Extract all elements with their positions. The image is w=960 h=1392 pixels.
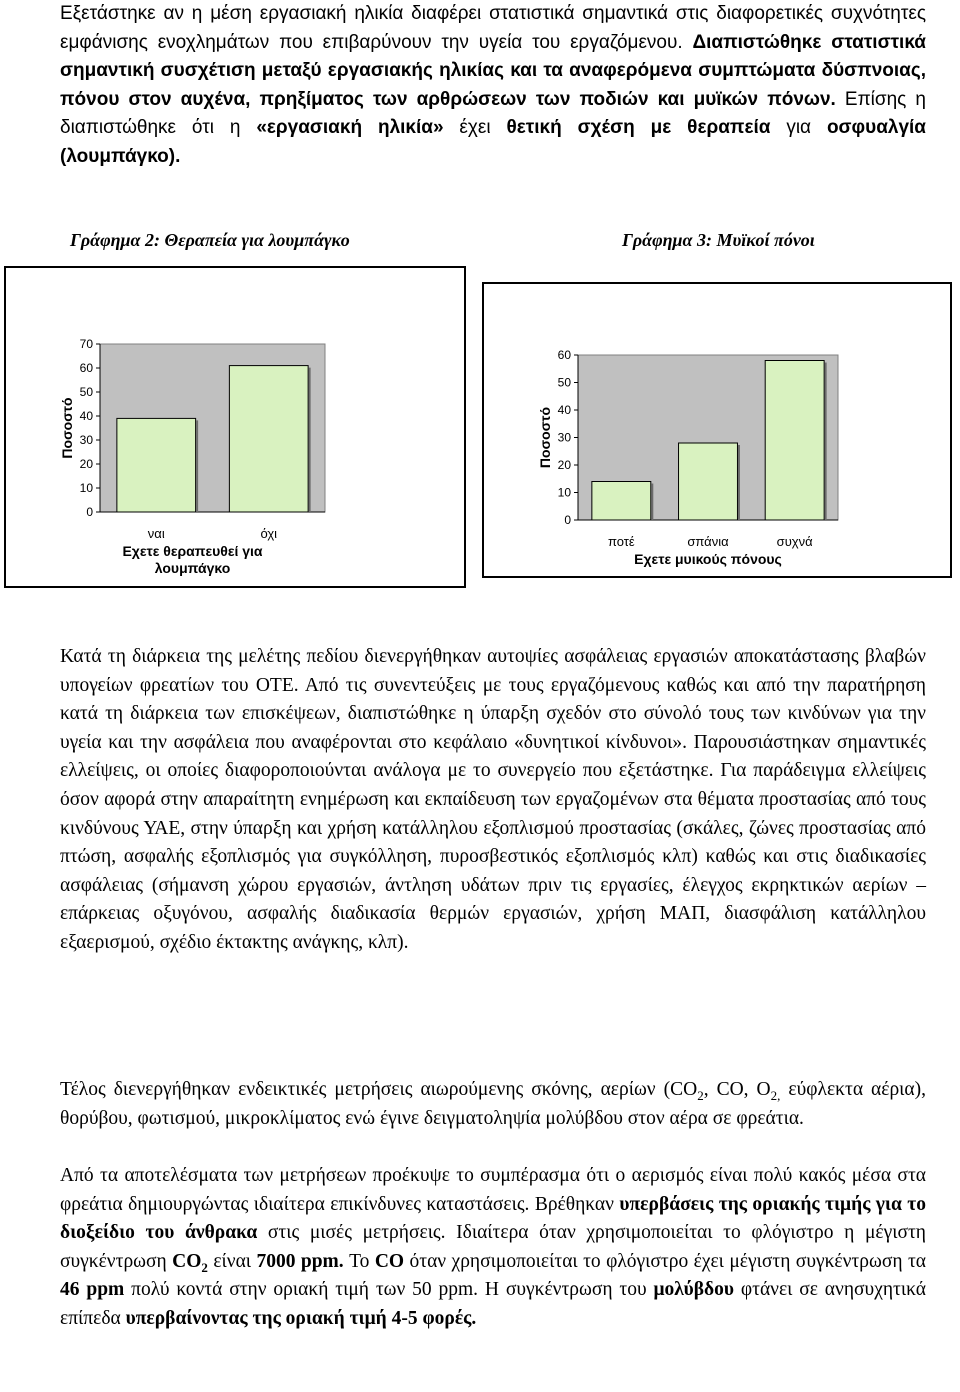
chart3-y-tick-label: 60 [557,348,571,362]
chart2-x-axis-label: Εχετε θεραπευθεί για [122,543,263,559]
chart2-y-tick-label: 20 [79,457,93,471]
p3-d-sub: 2 [201,1259,208,1275]
chart3-y-tick-label: 20 [557,458,571,472]
p3-e: είναι [207,1250,257,1272]
intro-sentence-1: Εξετάστηκε αν η μέση εργασιακή ηλικία διαφέρει στατιστικά σημαντικά στις διαφορετικές συχνότητες εμφάνισης ενοχλημάτων που επιβαρύνουν την υγεία του εργαζόμενου. [60,3,926,53]
intro-sentence-3e: για [770,117,827,139]
intro-paragraph [60,0,926,172]
chart2-y-tick-label: 0 [86,505,93,519]
p2-b: , CO, O [703,1079,771,1100]
chart3-bar [679,443,738,520]
chart3-y-tick-label: 50 [557,375,571,390]
chart3-x-axis-label: Εχετε μυικούς πόνους [634,551,782,567]
chart3-y-tick-label: 10 [557,485,571,500]
chart2 [0,262,470,592]
body-paragraph-3 [60,1162,926,1334]
p3-m: φτάνει σε ανησυχητικά επίπεδα [60,1279,927,1329]
p3-f: 7000 ppm. [256,1250,344,1272]
chart3 [478,278,956,582]
chart3-svg [478,278,956,582]
chart3-y-axis-label: Ποσοστό [537,406,553,469]
chart2-bar [117,418,196,512]
chart2-bar [229,366,308,512]
chart2-y-tick-label: 50 [79,385,93,399]
chart2-y-tick-label: 30 [79,433,93,447]
p2-a: Τέλος διενεργήθηκαν ενδεικτικές μετρήσεις αιωρούμενης σκόνης, αερίων (CO [60,1079,698,1100]
chart2-category-label: όχι [260,526,278,541]
p3-d [172,1250,208,1275]
p3-j: 46 ppm [60,1279,125,1301]
chart2-category-label: ναι [147,526,165,541]
intro-sentence-3b: «εργασιακή ηλικία» [256,117,444,139]
p2-sub2: 2, [770,1087,781,1103]
intro-sentence-3a: Επίσης η διαπιστώθηκε ότι η [60,88,926,139]
chart2-y-axis-label: Ποσοστό [59,397,75,459]
chart3-caption: Γράφημα 3: Μυϊκοί πόνοι [622,230,815,250]
intro-sentence-3c: έχει [443,117,507,139]
intro-sentence-3f: οσφυαλγία (λουμπάγκο). [60,117,926,167]
intro-sentence-3d: θετική σχέση με θεραπεία [506,117,771,139]
p3-k: πολύ κοντά στην οριακή τιμή των 50 ppm. Η συγκέντρωση του [124,1279,654,1301]
chart2-svg [0,262,470,592]
chart3-bar [592,482,651,521]
chart2-y-tick-label: 70 [79,337,93,351]
p3-d-text: CO [172,1250,202,1272]
p3-c: στις μισές μετρήσεις. Ιδιαίτερα όταν χρησιμοποιείται το φλόγιστρο η μέγιστη συγκέντρωση [60,1222,926,1272]
body-paragraph-2 [60,1076,926,1133]
chart2-x-axis-label: λουμπάγκο [154,560,231,576]
p2-c: εύφλεκτα αέρια), θορύβου, φωτισμού, μικροκλίματος ενώ έγινε δειγματοληψία μολύβδου στον αέρα σε φρεάτια. [60,1079,927,1129]
p3-l: μολύβδου [653,1279,734,1301]
p2-sub1: 2 [697,1087,704,1103]
chart2-y-tick-label: 60 [79,361,93,375]
chart3-y-tick-label: 40 [557,403,571,417]
chart3-y-tick-label: 0 [564,513,571,527]
p3-g: Το [343,1250,375,1272]
chart3-category-label: σπάνια [687,534,729,549]
chart2-caption: Γράφημα 2: Θεραπεία για λουμπάγκο [70,230,350,250]
chart3-category-label: ποτέ [607,534,635,549]
chart3-bar [765,361,824,521]
intro-sentence-2: Διαπιστώθηκε στατιστικά σημαντική συσχέτιση μεταξύ εργασιακής ηλικίας και τα αναφερόμενα συμπτώματα δύσπνοιας, πόνου στον αυχένα, πρηξίματος των αρθρώσεων των ποδιών και μυϊκών πόνων. [60,31,926,110]
chart2-y-tick-label: 10 [79,481,93,495]
p3-i: όταν χρησιμοποιείται το φλόγιστρο έχει μέγιστη συγκέντρωση τα [404,1250,927,1272]
body-paragraph-1: Κατά τη διάρκεια της μελέτης πεδίου διενεργήθηκαν αυτοψίες ασφάλειας εργασιών αποκατάστασης βλαβών υπογείων φρεατίων του ΟΤΕ. Από τις συνεντεύξεις με τους εργαζόμενους καθώς και από την παρατήρηση κατά τη διάρκεια των επισκέψεων, διαπιστώθηκε η ύπαρξη σχεδόν στο σύνολό τους των κινδύνων για την υγεία και την ασφάλεια που αναφέρονται στο κεφάλαιο «δυνητικοί κίνδυνοι». Παρουσιάστηκαν σημαντικές ελλείψεις, οι οποίες διαφοροποιούνται ανάλογα με το συνεργείο που εξετάστηκε. Για παράδειγμα ελλείψεις όσον αφορά στην απαραίτητη ενημέρωση και εκπαίδευση των εργαζομένων στα θέματα προστασίας από τους κινδύνους ΥΑΕ, στην ύπαρξη και χρήση κατάλληλου εξοπλισμού προστασίας (σκάλες, ζώνες προστασίας από πτώση, ασφαλής εξοπλισμός για συγκόλληση, πυροσβεστικός εξοπλισμός κλπ) καθώς και στις διαδικασίες ασφάλειας (σήμανση χώρου εργασιών, άντληση υδάτων πριν τις εργασίες, έλεγχος εκρηκτικών αερίων – επάρκειας οξυγόνου, ασφαλής διαδικασία θερμών εργασιών, χρήση ΜΑΠ, διασφάλιση κατάλληλου εξαερισμού, σχέδιο έκτακτης ανάγκης, κλπ). [60,646,926,953]
p3-b: υπερβάσεις της οριακής τιμής για το διοξείδιο του άνθρακα [60,1193,926,1244]
p3-h: CO [374,1250,405,1272]
chart3-category-label: συχνά [776,534,813,549]
chart3-y-tick-label: 30 [557,430,571,445]
p3-n: υπερβαίνοντας της οριακή τιμή 4-5 φορές. [125,1307,477,1329]
p3-a: Από τα αποτελέσματα των μετρήσεων προέκυψε το συμπέρασμα ότι ο αερισμός είναι πολύ κακός μέσα στα φρεάτια δημιουργώντας ιδιαίτερα επικίνδυνες καταστάσεις. Βρέθηκαν [60,1165,926,1215]
chart2-y-tick-label: 40 [79,409,93,423]
